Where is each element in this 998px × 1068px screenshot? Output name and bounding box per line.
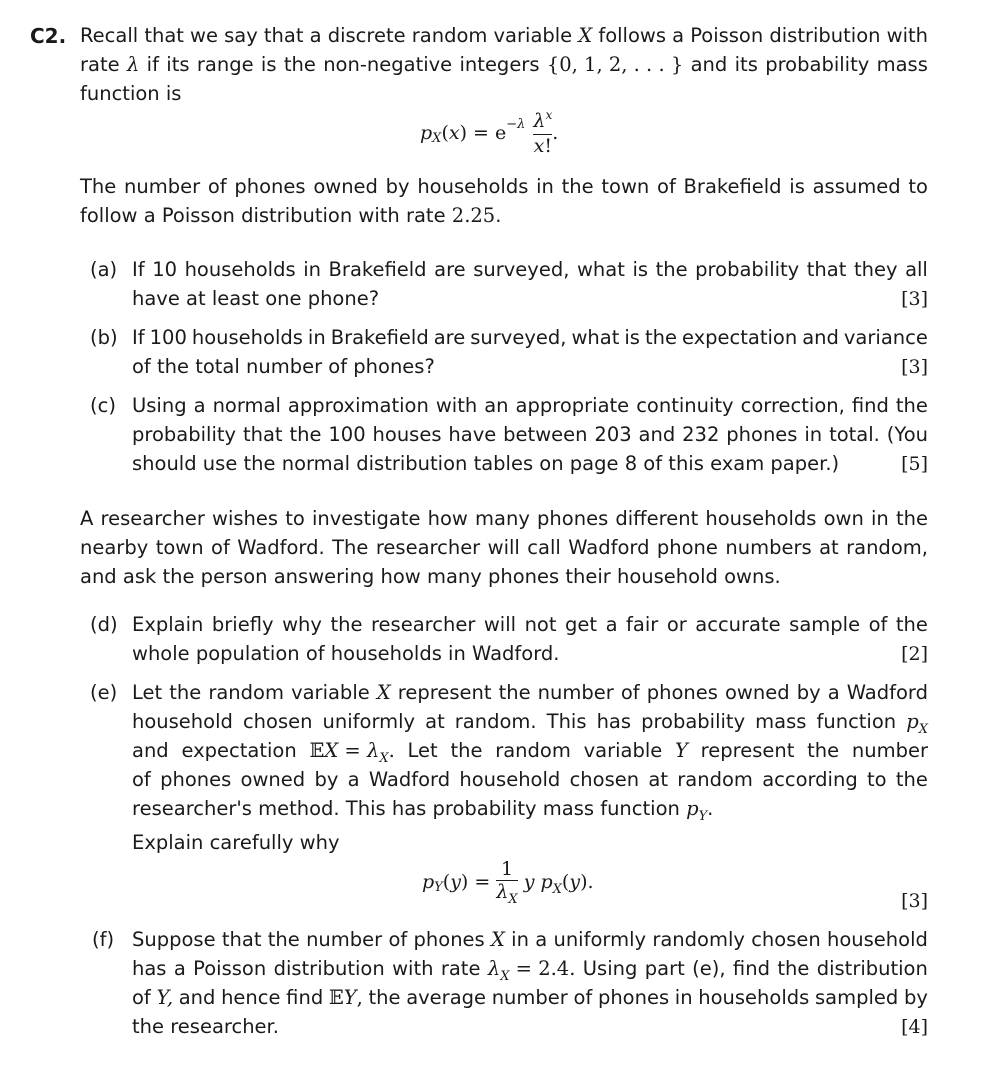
part-e-line-5: researcher's method. This has probability mass function $p_Y$. (132, 797, 714, 824)
part-f-marks: [4] (901, 1016, 928, 1038)
part-a-line-1: If 10 households in Brakefield are surveyed, what is the probability that they all (132, 258, 928, 281)
part-d-marks: [2] (901, 643, 928, 665)
intro-line-2: rate λ if its range is the non-negative integers {0, 1, 2, . . . } and its probability mass (80, 53, 928, 76)
part-b-label: (b) (90, 326, 118, 349)
part-b-line-1: If 100 households in Brakefield are surveyed, what is the expectation and variance (132, 326, 928, 349)
wadford-line-2: nearby town of Wadford. The researcher will call Wadford phone numbers at random, (80, 536, 928, 559)
part-a-line-2: have at least one phone? (132, 287, 380, 310)
part-c-line-1: Using a normal approximation with an appropriate continuity correction, find the (132, 394, 928, 417)
part-f-line-2: has a Poisson distribution with rate $\lambda_X = 2.4$. Using part (e), find the distribution (132, 957, 928, 984)
part-e-marks: [3] (901, 890, 928, 912)
part-e-line-1: Let the random variable X represent the number of phones owned by a Wadford (132, 681, 928, 704)
part-d-line-2: whole population of households in Wadford. (132, 642, 560, 665)
question-number: C2. (30, 24, 67, 48)
part-e-line-2: household chosen uniformly at random. This has probability mass function $p_X$ (132, 710, 928, 737)
brakefield-line-1: The number of phones owned by households in the town of Brakefield is assumed to (80, 175, 928, 198)
part-e-line-3: and expectation 𝔼X = $\lambda_X$. Let the random variable Y represent the number (132, 739, 928, 766)
part-c-line-3: should use the normal distribution tables on page 8 of this exam paper.) (132, 452, 840, 475)
part-e-line-4: of phones owned by a Wadford household chosen at random according to the (132, 768, 928, 791)
part-c-line-2: probability that the 100 houses have between 203 and 232 phones in total. (You (132, 423, 928, 446)
intro-line-3: function is (80, 82, 182, 105)
part-f-line-3: of Y, and hence find 𝔼Y, the average number of phones in households sampled by (132, 986, 928, 1009)
pmf-formula: p X ( x ) = e − λ $\frac{\lambda^x}{x!}$ . (420, 107, 559, 157)
part-e-fraction: $\frac{1}{\lambda_X}$ (496, 858, 518, 907)
brakefield-line-2: follow a Poisson distribution with rate 2.25. (80, 204, 502, 227)
part-f-line-4: the researcher. (132, 1015, 279, 1038)
part-d-label: (d) (90, 613, 118, 636)
part-f-line-1: Suppose that the number of phones X in a uniformly randomly chosen household (132, 928, 928, 951)
part-a-label: (a) (90, 258, 118, 281)
part-d-line-1: Explain briefly why the researcher will not get a fair or accurate sample of the (132, 613, 928, 636)
part-e-label: (e) (90, 681, 118, 704)
part-b-marks: [3] (901, 356, 928, 378)
part-e-line-6: Explain carefully why (132, 831, 340, 854)
part-a-marks: [3] (901, 288, 928, 310)
part-c-label: (c) (90, 394, 116, 417)
part-b-line-2: of the total number of phones? (132, 355, 435, 378)
part-f-label: (f) (92, 928, 115, 951)
part-c-marks: [5] (901, 453, 928, 475)
part-e-formula: p Y ( y ) = $\frac{1}{\lambda_X}$ y $p_X(y)$. (422, 858, 594, 907)
wadford-line-3: and ask the person answering how many phones their household owns. (80, 565, 781, 588)
intro-line-1: Recall that we say that a discrete random variable X follows a Poisson distribution with (80, 24, 928, 47)
pmf-fraction: $\frac{\lambda^x}{x!}$ (533, 107, 553, 157)
wadford-line-1: A researcher wishes to investigate how many phones different households own in the (80, 507, 928, 530)
